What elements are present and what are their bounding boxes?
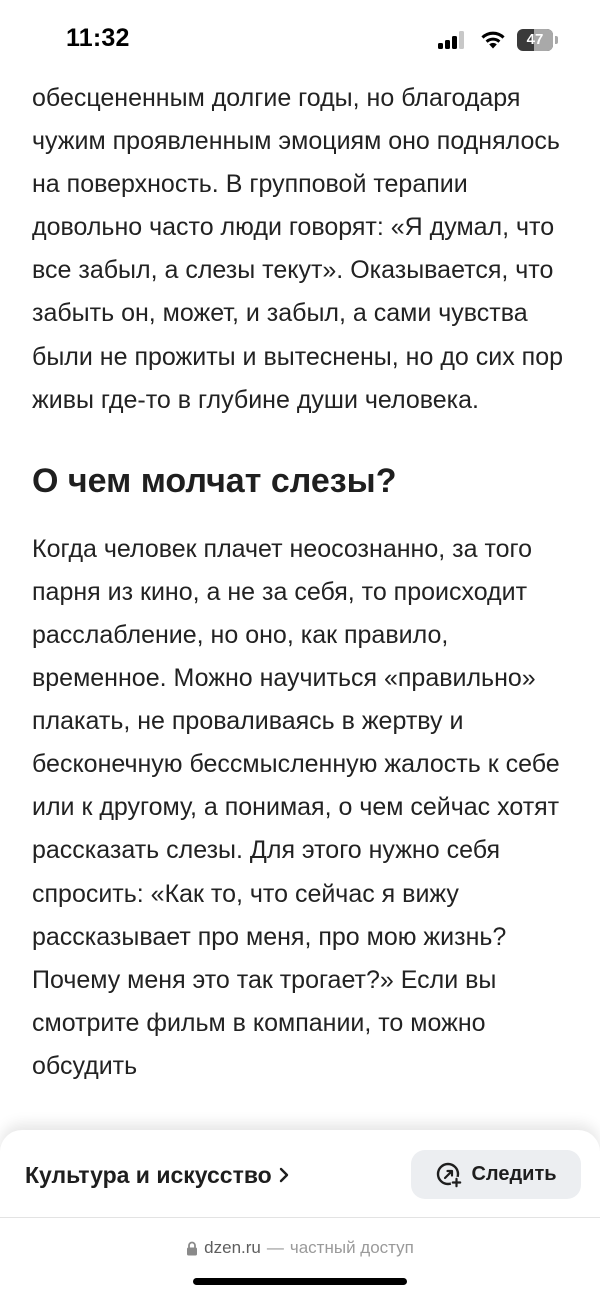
- status-time: 11:32: [66, 24, 130, 52]
- bottom-panel: [0, 1130, 600, 1297]
- follow-add-icon: [435, 1161, 463, 1189]
- url-bar[interactable]: [0, 1236, 600, 1260]
- lock-icon: [186, 1241, 198, 1256]
- wifi-icon: [479, 30, 507, 50]
- follow-label: Следить: [471, 1163, 557, 1185]
- battery-icon: [517, 29, 559, 51]
- home-indicator: [193, 1278, 407, 1285]
- category-link[interactable]: [25, 1158, 290, 1192]
- url-separator: —: [266, 1238, 284, 1257]
- follow-button[interactable]: [411, 1150, 581, 1199]
- article-paragraph: обесцененным долгие годы, но благодаря чужим проявленным эмоциям оно поднялось на поверхность. В групповой терапии довольно часто люди говорят: «Я думал, что все забыл, а слезы текут». Оказывается, что забыть он, может, и забыл, а сами чувства были не прожиты и вытеснены, но до сих пор живы где-то в глубине души человека.: [32, 84, 564, 414]
- panel-divider: [0, 1217, 600, 1218]
- status-bar: [0, 0, 600, 80]
- url-access-note: частный доступ: [289, 1238, 414, 1257]
- article-body: [32, 77, 584, 1088]
- chevron-right-icon: [278, 1166, 290, 1184]
- article-paragraph: Когда человек плачет неосознанно, за того парня из кино, а не за себя, то происходит расслабление, но оно, как правило, временное. Можно научиться «правильно» плакать, не проваливаясь в жертву и бесконечную бессмысленную жалость к себе или к другому, а понимая, о чем сейчас хотят рассказать слезы. Для этого нужно себя спросить: «Как то, что сейчас я вижу рассказывает про меня, про мою жизнь? Почему меня это так трогает?» Если вы смотрите фильм в компании, то можно обсудить: [32, 534, 560, 1080]
- section-heading: О чем молчат слезы?: [32, 461, 397, 500]
- category-label: Культура и искусство: [25, 1161, 272, 1188]
- url-domain: dzen.ru: [204, 1238, 261, 1257]
- battery-level: 47: [526, 31, 544, 48]
- cellular-signal-icon: [438, 31, 466, 49]
